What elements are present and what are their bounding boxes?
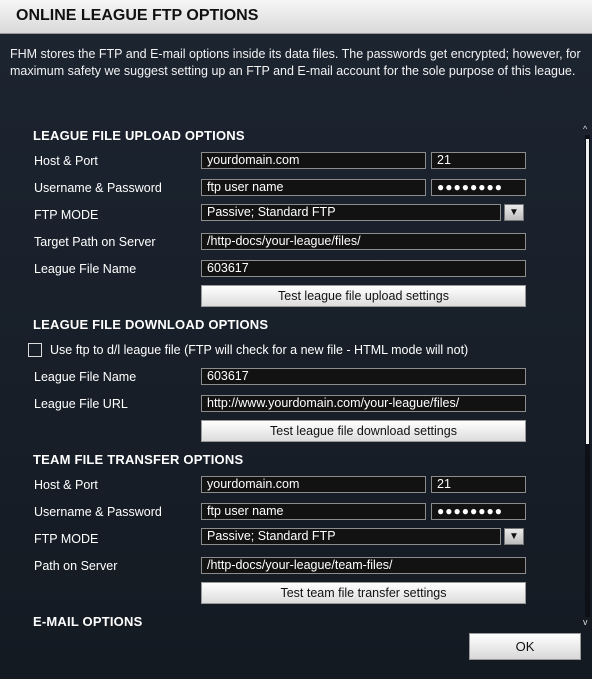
team-host-input[interactable]: yourdomain.com — [201, 476, 426, 493]
upload-port-input[interactable]: 21 — [431, 152, 526, 169]
team-user-label: Username & Password — [34, 505, 162, 519]
download-url-label: League File URL — [34, 397, 128, 411]
use-ftp-checkbox[interactable] — [28, 343, 42, 357]
team-host-label: Host & Port — [34, 478, 98, 492]
email-section-heading: E-MAIL OPTIONS — [33, 614, 143, 629]
upload-mode-label: FTP MODE — [34, 208, 99, 222]
team-password-input[interactable]: ●●●●●●●● — [431, 503, 526, 520]
download-file-input[interactable]: 603617 — [201, 368, 526, 385]
title-bar — [0, 0, 592, 34]
upload-file-label: League File Name — [34, 262, 137, 276]
use-ftp-label: Use ftp to d/l league file (FTP will check for a new file - HTML mode will not) — [50, 343, 469, 357]
scroll-down-icon[interactable]: v — [583, 617, 588, 627]
download-file-label: League File Name — [34, 370, 137, 384]
team-mode-select[interactable]: Passive; Standard FTP — [201, 528, 501, 545]
ok-button[interactable]: OK — [469, 633, 581, 660]
test-team-button[interactable]: Test team file transfer settings — [201, 582, 526, 604]
upload-username-input[interactable]: ftp user name — [201, 179, 426, 196]
download-section-heading: LEAGUE FILE DOWNLOAD OPTIONS — [33, 317, 269, 332]
upload-section-heading: LEAGUE FILE UPLOAD OPTIONS — [33, 128, 245, 143]
test-download-button[interactable]: Test league file download settings — [201, 420, 526, 442]
team-port-input[interactable]: 21 — [431, 476, 526, 493]
upload-path-input[interactable]: /http-docs/your-league/files/ — [201, 233, 526, 250]
chevron-down-icon[interactable]: ▼ — [504, 528, 524, 545]
team-mode-label: FTP MODE — [34, 532, 99, 546]
upload-mode-select[interactable]: Passive; Standard FTP — [201, 204, 501, 221]
test-upload-button[interactable]: Test league file upload settings — [201, 285, 526, 307]
upload-host-input[interactable]: yourdomain.com — [201, 152, 426, 169]
team-username-input[interactable]: ftp user name — [201, 503, 426, 520]
upload-host-label: Host & Port — [34, 154, 98, 168]
team-section-heading: TEAM FILE TRANSFER OPTIONS — [33, 452, 244, 467]
chevron-down-icon[interactable]: ▼ — [504, 204, 524, 221]
intro-text: FHM stores the FTP and E-mail options inside its data files. The passwords get encrypted; however, for maximum safety we suggest setting up an FTP and E-mail account for the sole purpose of this league. — [10, 47, 581, 78]
team-path-label: Path on Server — [34, 559, 118, 573]
upload-password-input[interactable]: ●●●●●●●● — [431, 179, 526, 196]
window-title: ONLINE LEAGUE FTP OPTIONS — [16, 7, 259, 24]
upload-user-label: Username & Password — [34, 181, 162, 195]
team-path-input[interactable]: /http-docs/your-league/team-files/ — [201, 557, 526, 574]
download-url-input[interactable]: http://www.yourdomain.com/your-league/files/ — [201, 395, 526, 412]
scroll-up-icon[interactable]: ^ — [583, 124, 588, 134]
upload-file-input[interactable]: 603617 — [201, 260, 526, 277]
scrollbar-thumb[interactable] — [586, 139, 589, 444]
upload-path-label: Target Path on Server — [34, 235, 156, 249]
